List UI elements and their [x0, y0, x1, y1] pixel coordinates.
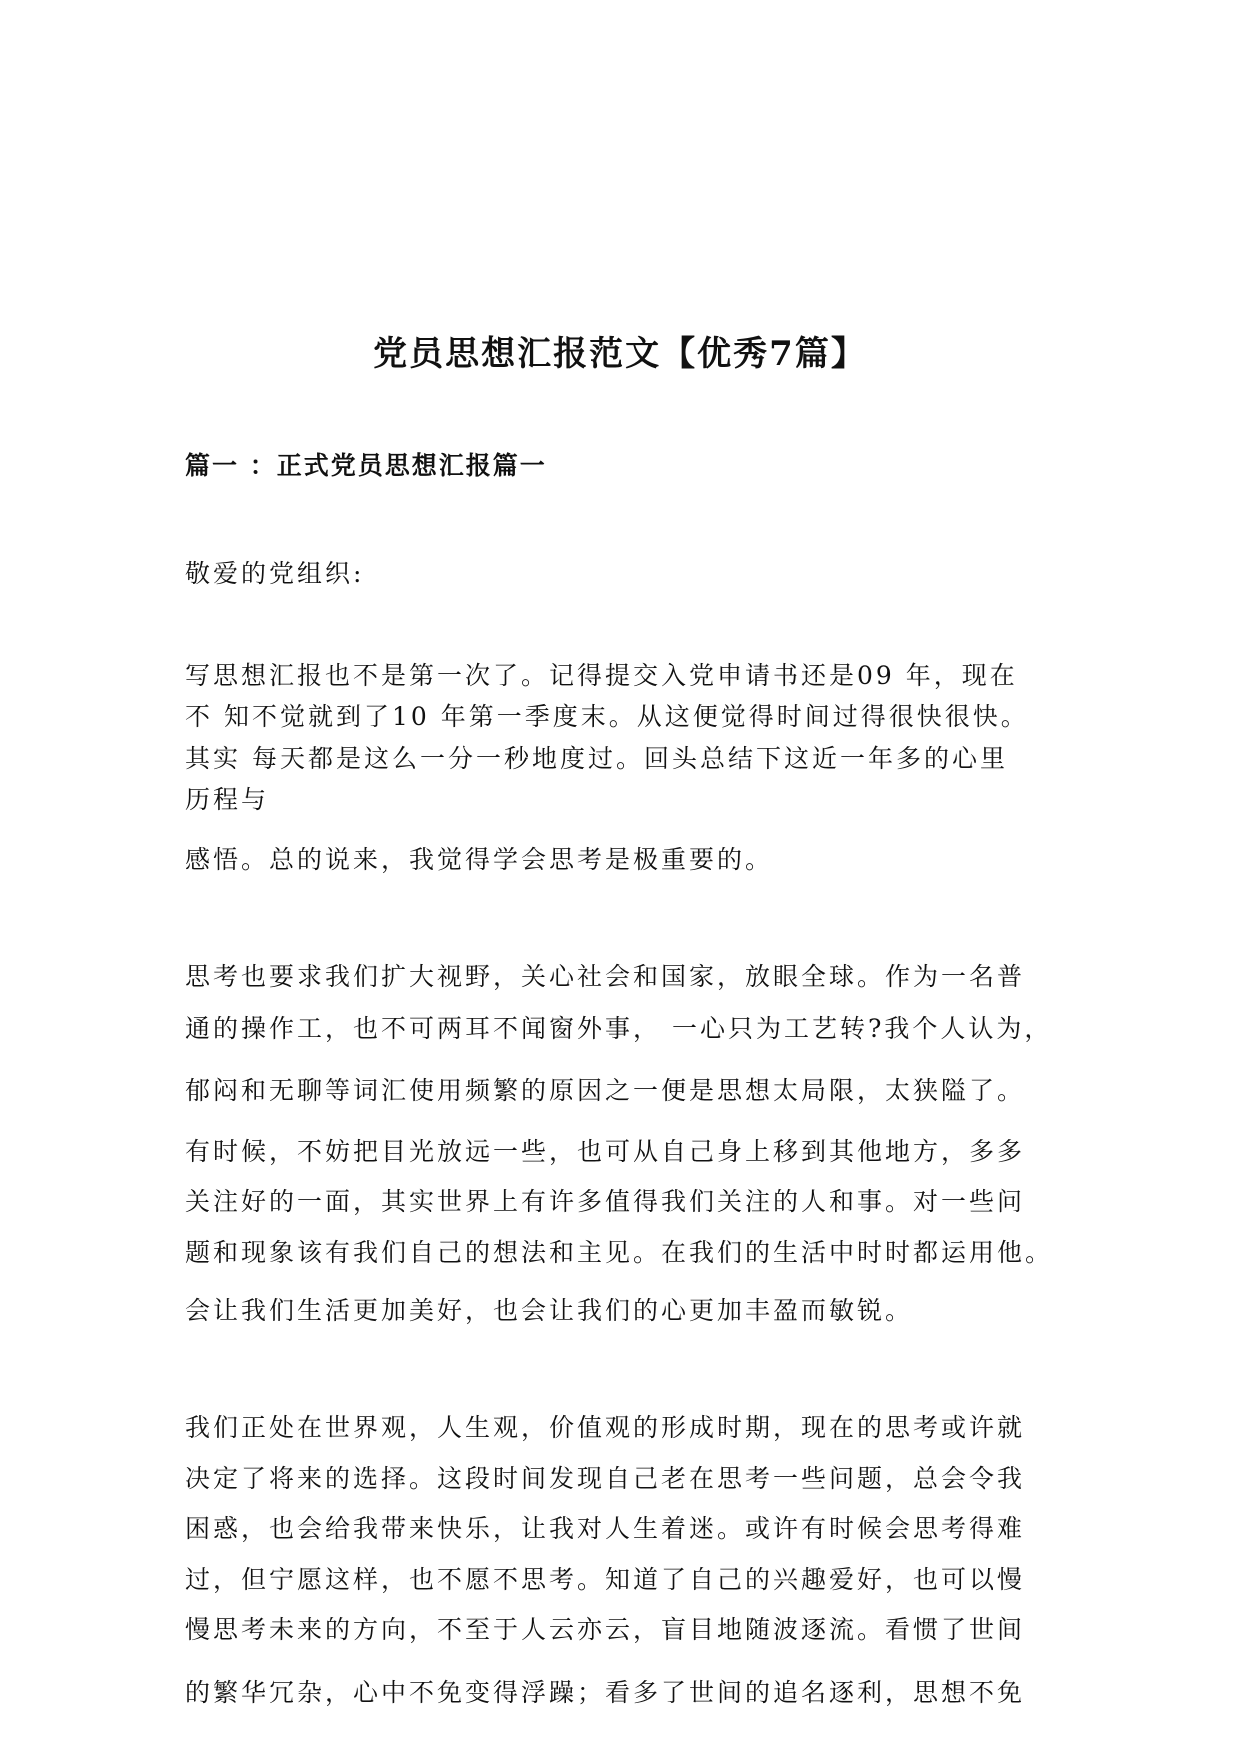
paragraph-line: 我们正处在世界观，人生观，价值观的形成时期，现在的思考或许就	[185, 1413, 1026, 1442]
paragraph-line: 其实 每天都是这么一分一秒地度过。回头总结下这近一年多的心里	[185, 744, 1008, 773]
paragraph-line: 有时候，不妨把目光放远一些，也可从自己身上移到其他地方，多多	[185, 1137, 1026, 1166]
paragraph-line: 困惑，也会给我带来快乐，让我对人生着迷。或许有时候会思考得难	[185, 1514, 1026, 1543]
paragraph-line: 历程与	[185, 785, 270, 814]
section-heading: 篇一 ：正式党员思想汇报篇一	[185, 451, 547, 480]
paragraph-line: 感悟。总的说来，我觉得学会思考是极重要的。	[185, 845, 774, 874]
paragraph-line: 决定了将来的选择。这段时间发现自己老在思考一些问题，总会令我	[185, 1464, 1026, 1493]
paragraph-line: 关注好的一面，其实世界上有许多值得我们关注的人和事。对一些问	[185, 1187, 1026, 1216]
paragraph-line: 通的操作工，也不可两耳不闻窗外事， 一心只为工艺转?我个人认为，	[185, 1014, 1053, 1043]
paragraph-line: 写思想汇报也不是第一次了。记得提交入党申请书还是09 年，现在	[185, 661, 1018, 690]
paragraph-line: 郁闷和无聊等词汇使用频繁的原因之一便是思想太局限，太狭隘了。	[185, 1076, 1026, 1105]
paragraph-line: 不 知不觉就到了10 年第一季度末。从这便觉得时间过得很快很快。	[185, 702, 1029, 731]
salutation: 敬爱的党组织:	[185, 559, 365, 588]
paragraph-line: 慢思考未来的方向，不至于人云亦云，盲目地随波逐流。看惯了世间	[185, 1615, 1026, 1644]
document-title: 党员思想汇报范文【优秀7篇】	[373, 334, 867, 374]
paragraph-line: 思考也要求我们扩大视野，关心社会和国家，放眼全球。作为一名普	[185, 962, 1026, 991]
paragraph-line: 会让我们生活更加美好，也会让我们的心更加丰盈而敏锐。	[185, 1296, 914, 1325]
paragraph-line: 过，但宁愿这样，也不愿不思考。知道了自己的兴趣爱好，也可以慢	[185, 1565, 1026, 1594]
paragraph-line: 的繁华冗杂，心中不免变得浮躁；看多了世间的追名逐利，思想不免	[185, 1678, 1026, 1707]
paragraph-line: 题和现象该有我们自己的想法和主见。在我们的生活中时时都运用他。	[185, 1238, 1054, 1267]
